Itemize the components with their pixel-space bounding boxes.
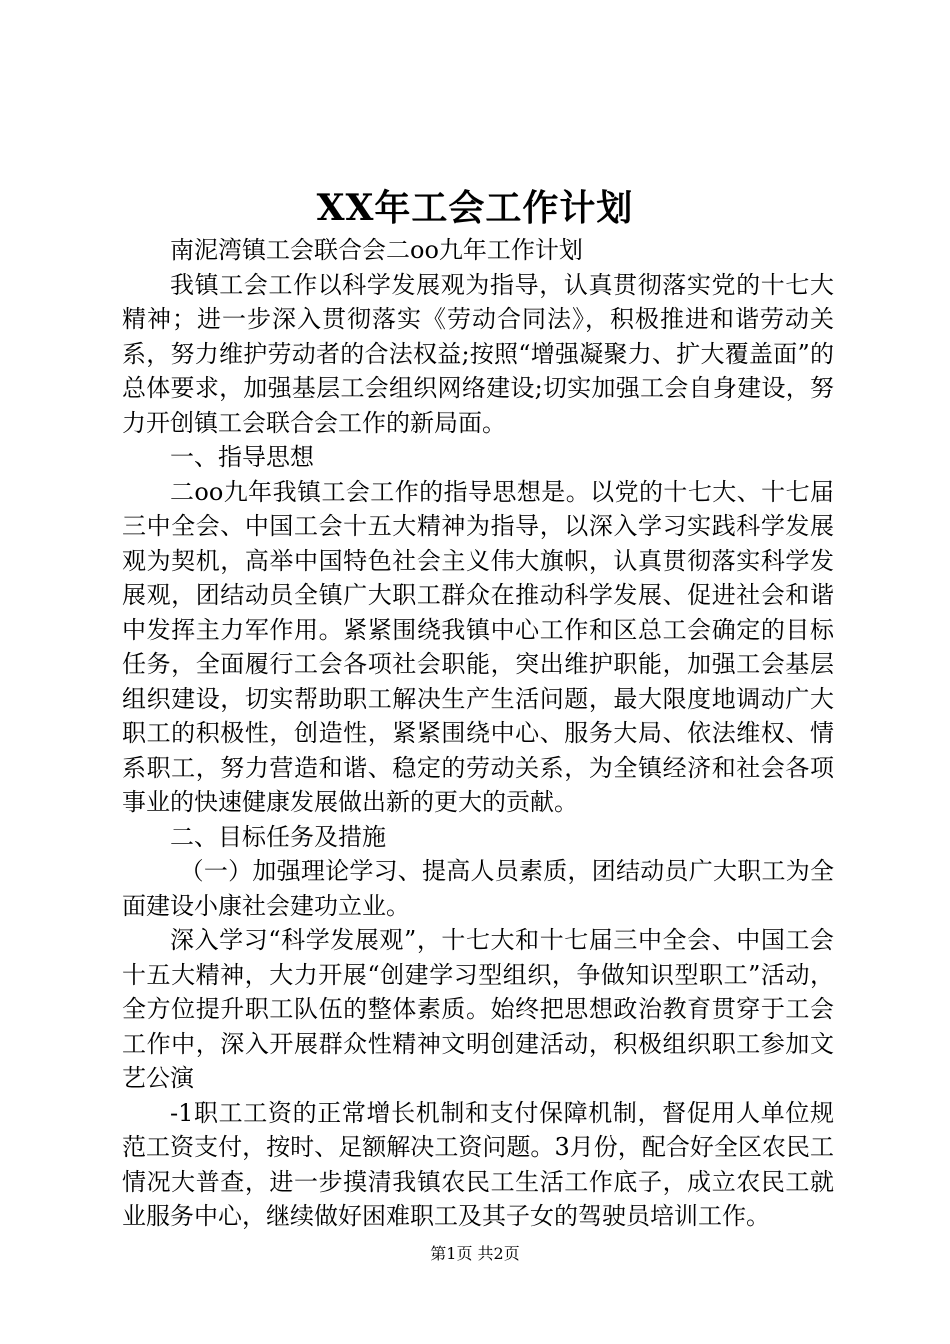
- section-heading-guiding-thought: 一、指导思想: [170, 443, 314, 471]
- paragraph-intro: 我镇工会工作以科学发展观为指导，认真贯彻落实党的十七大精神；进一步深入贯彻落实《劳动合同法》，积极推进和谐劳动关系，努力维护劳动者的合法权益;按照“增强凝聚力、扩大覆盖面”的总体要求，加强基层工会组织网络建设;切实加强工会自身建设，努力开创镇工会联合会工作的新局面。: [122, 270, 834, 437]
- document-body: [122, 233, 834, 1234]
- section-heading-tasks: 二、目标任务及措施: [170, 822, 386, 851]
- paragraph-guiding-thought: 二oo九年我镇工会工作的指导思想是。以党的十七大、十七届三中全会、中国工会十五大精神为指导，以深入学习实践科学发展观为契机，高举中国特色社会主义伟大旗帜，认真贯彻落实科学发展观，团结动员全镇广大职工群众在推动科学发展、促进社会和谐中发挥主力军作用。紧紧围绕我镇中心工作和区总工会确定的目标任务，全面履行工会各项社会职能，突出维护职能，加强工会基层组织建设，切实帮助职工解决生产生活问题，最大限度地调动广大职工的积极性，创造性，紧紧围绕中心、服务大局、依法维权、情系职工，努力营造和谐、稳定的劳动关系，为全镇经济和社会各项事业的快速健康发展做出新的更大的贡献。: [122, 477, 834, 816]
- page-footer: 第1页 共2页: [430, 1244, 520, 1263]
- paragraph-subtitle: 南泥湾镇工会联合会二oo九年工作计划: [170, 236, 583, 264]
- paragraph-wages: -1职工工资的正常增长机制和支付保障机制，督促用人单位规范工资支付，按时、足额解决工资问题。3月份，配合好全区农民工情况大普查，进一步摸清我镇农民工生活工作底子，成立农民工就业服务中心，继续做好困难职工及其子女的驾驶员培训工作。: [122, 1098, 834, 1230]
- subsection-heading-1: （一）加强理论学习、提高人员素质，团结动员广大职工为全面建设小康社会建功立业。: [122, 857, 834, 920]
- document-title: XX年工会工作计划: [316, 187, 634, 229]
- paragraph-study: 深入学习“科学发展观”，十七大和十七届三中全会、中国工会十五大精神，大力开展“创建学习型组织，争做知识型职工”活动，全方位提升职工队伍的整体素质。始终把思想政治教育贯穿于工会工作中，深入开展群众性精神文明创建活动，积极组织职工参加文艺公演: [122, 926, 834, 1092]
